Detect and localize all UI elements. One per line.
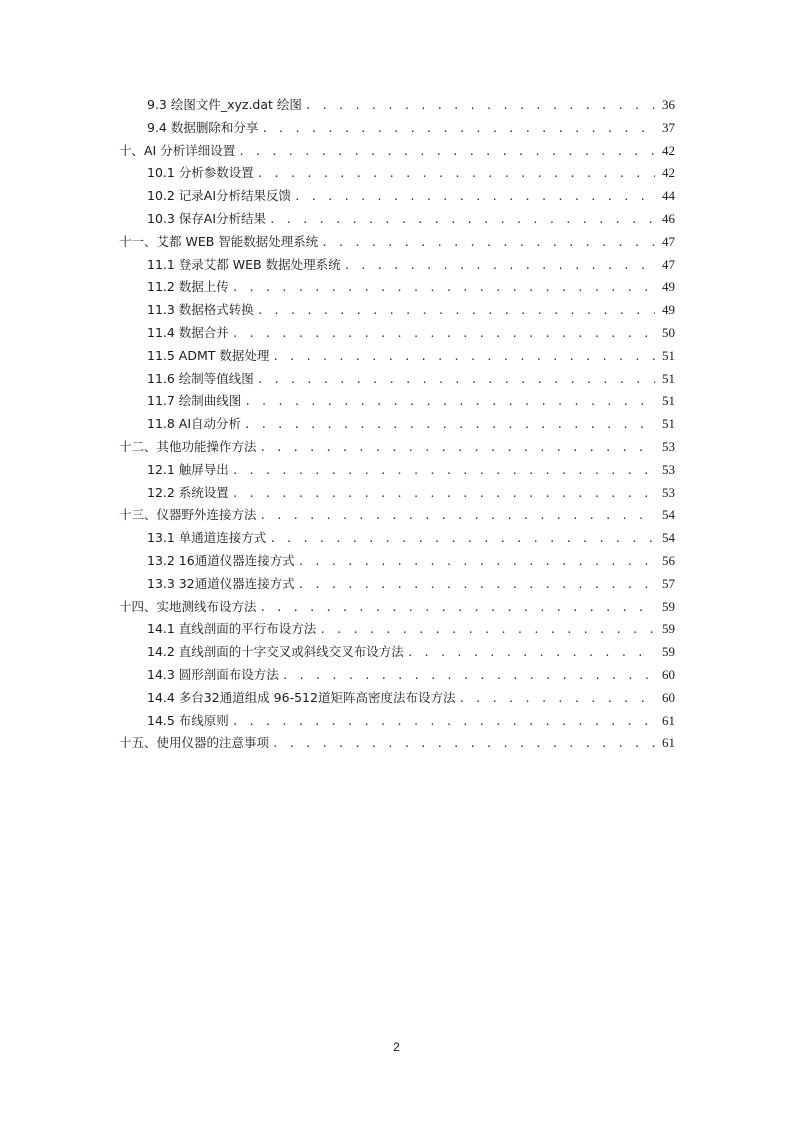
toc-entry[interactable]: [119, 299, 675, 322]
toc-entry[interactable]: [119, 596, 675, 619]
toc-entry-page-number: 56: [662, 552, 675, 568]
toc-dot-leader: [269, 209, 655, 232]
toc-entry-title: 11.7 绘制曲线图: [147, 393, 242, 409]
toc-entry-page-number: 51: [662, 370, 675, 386]
toc-entry-title: 11.3 数据格式转换: [147, 302, 254, 318]
toc-entry-page-number: 49: [662, 302, 675, 318]
toc-entry[interactable]: [119, 117, 675, 140]
toc-entry-title: 13.3 32通道仪器连接方式: [147, 575, 295, 591]
toc-entry[interactable]: [119, 345, 675, 368]
toc-dot-leader: [244, 414, 655, 437]
toc-entry-title: 9.3 绘图文件_xyz.dat 绘图: [147, 97, 302, 112]
toc-entry-title: 10.1 分析参数设置: [147, 165, 254, 181]
toc-entry[interactable]: [119, 276, 675, 299]
toc-dot-leader: [344, 255, 655, 278]
toc-dot-leader: [294, 186, 655, 209]
page-number: 2: [393, 1040, 400, 1054]
toc-dot-leader: [269, 528, 655, 551]
toc-entry[interactable]: [119, 436, 675, 459]
toc-entry-page-number: 60: [662, 689, 675, 705]
toc-entry-page-number: 36: [662, 97, 675, 112]
toc-dot-leader: [261, 118, 655, 141]
toc-dot-leader: [232, 711, 655, 734]
toc-dot-leader: [407, 642, 655, 665]
toc-entry-page-number: 49: [662, 279, 675, 295]
toc-entry[interactable]: [119, 710, 675, 733]
toc-entry[interactable]: [119, 254, 675, 277]
toc-entry-page-number: 53: [662, 484, 675, 500]
toc-dot-leader: [260, 597, 655, 620]
toc-entry-page-number: 53: [662, 438, 675, 454]
toc-entry-title: 十二、其他功能操作方法: [119, 438, 257, 454]
toc-entry-page-number: 51: [662, 393, 675, 409]
toc-entry-page-number: 59: [662, 598, 675, 614]
toc-entry-title: 11.2 数据上传: [147, 279, 229, 295]
toc-dot-leader: [305, 95, 655, 118]
toc-entry-page-number: 42: [662, 142, 675, 158]
toc-entry[interactable]: [119, 322, 675, 345]
toc-dot-leader: [232, 483, 655, 506]
toc-entry-page-number: 44: [662, 188, 675, 204]
toc-entry[interactable]: [119, 413, 675, 436]
toc-dot-leader: [257, 369, 655, 392]
toc-entry[interactable]: [119, 641, 675, 664]
toc-entry-title: 十一、艾都 WEB 智能数据处理系统: [119, 233, 319, 249]
toc-dot-leader: [232, 277, 655, 300]
toc-dot-leader: [244, 391, 655, 414]
toc-dot-leader: [282, 665, 655, 688]
toc-dot-leader: [260, 505, 655, 528]
toc-entry-title: 13.2 16通道仪器连接方式: [147, 552, 295, 568]
toc-dot-leader: [257, 163, 655, 186]
toc-dot-leader: [298, 551, 655, 574]
toc-entry-page-number: 54: [662, 507, 675, 523]
toc-dot-leader: [238, 141, 655, 164]
toc-entry-title: 11.6 绘制等值线图: [147, 370, 254, 386]
toc-entry-page-number: 46: [662, 210, 675, 226]
toc-dot-leader: [232, 460, 655, 483]
toc-dot-leader: [272, 733, 655, 756]
toc-entry-title: 10.2 记录AI分析结果反馈: [147, 188, 292, 204]
toc-dot-leader: [319, 619, 655, 642]
toc-entry-title: 11.8 AI自动分析: [147, 416, 242, 432]
toc-dot-leader: [257, 300, 655, 323]
toc-entry-page-number: 42: [662, 165, 675, 181]
toc-entry[interactable]: [119, 664, 675, 687]
toc-entry-title: 11.1 登录艾都 WEB 数据处理系统: [147, 256, 341, 272]
toc-entry-title: 14.3 圆形剖面布设方法: [147, 666, 279, 682]
toc-entry-page-number: 61: [662, 735, 675, 751]
toc-dot-leader: [321, 232, 655, 255]
table-of-contents: [119, 94, 675, 755]
toc-entry[interactable]: [119, 231, 675, 254]
toc-entry-title: 11.5 ADMT 数据处理: [147, 347, 270, 363]
toc-entry[interactable]: [119, 185, 675, 208]
toc-entry-page-number: 37: [662, 119, 675, 135]
toc-entry-page-number: 50: [662, 324, 675, 340]
toc-entry-page-number: 47: [662, 233, 675, 249]
toc-entry[interactable]: [119, 140, 675, 163]
toc-entry-page-number: 57: [662, 575, 675, 591]
toc-entry[interactable]: [119, 162, 675, 185]
toc-entry-title: 14.4 多台32通道组成 96-512道矩阵高密度法布设方法: [147, 689, 456, 705]
toc-entry-title: 十三、仪器野外连接方法: [119, 507, 257, 523]
toc-dot-leader: [272, 346, 655, 369]
toc-entry-title: 14.1 直线剖面的平行布设方法: [147, 621, 317, 637]
toc-entry-page-number: 54: [662, 530, 675, 546]
toc-entry[interactable]: [119, 482, 675, 505]
toc-entry-page-number: 61: [662, 712, 675, 728]
toc-entry-title: 13.1 单通道连接方式: [147, 530, 267, 546]
toc-entry-title: 十四、实地测线布设方法: [119, 598, 257, 614]
toc-entry-page-number: 59: [662, 621, 675, 637]
toc-entry-page-number: 51: [662, 416, 675, 432]
toc-entry-title: 10.3 保存AI分析结果: [147, 210, 267, 226]
toc-entry[interactable]: [119, 732, 675, 755]
toc-entry[interactable]: [119, 618, 675, 641]
toc-dot-leader: [232, 323, 655, 346]
toc-entry[interactable]: [119, 208, 675, 231]
toc-entry[interactable]: [119, 687, 675, 710]
toc-dot-leader: [458, 688, 655, 711]
toc-entry-page-number: 47: [662, 256, 675, 272]
toc-entry-page-number: 51: [662, 347, 675, 363]
toc-entry-title: 12.1 触屏导出: [147, 461, 229, 477]
toc-entry[interactable]: [119, 504, 675, 527]
toc-entry[interactable]: [119, 573, 675, 596]
toc-entry-title: 12.2 系统设置: [147, 484, 229, 500]
toc-entry[interactable]: [119, 527, 675, 550]
toc-entry[interactable]: [119, 550, 675, 573]
toc-entry-title: 十五、使用仪器的注意事项: [119, 735, 270, 751]
toc-entry[interactable]: [119, 94, 675, 117]
toc-entry-title: 14.2 直线剖面的十字交叉或斜线交叉布设方法: [147, 644, 404, 660]
toc-entry[interactable]: [119, 368, 675, 391]
toc-entry-page-number: 59: [662, 644, 675, 660]
toc-dot-leader: [260, 437, 655, 460]
toc-entry-title: 9.4 数据删除和分享: [147, 119, 259, 135]
toc-dot-leader: [298, 574, 655, 597]
toc-entry-title: 14.5 布线原则: [147, 712, 229, 728]
toc-entry-title: 11.4 数据合并: [147, 324, 229, 340]
toc-entry[interactable]: [119, 390, 675, 413]
toc-entry-title: 十、AI 分析详细设置: [119, 142, 236, 158]
toc-entry-page-number: 53: [662, 461, 675, 477]
toc-entry[interactable]: [119, 459, 675, 482]
toc-entry-page-number: 60: [662, 666, 675, 682]
